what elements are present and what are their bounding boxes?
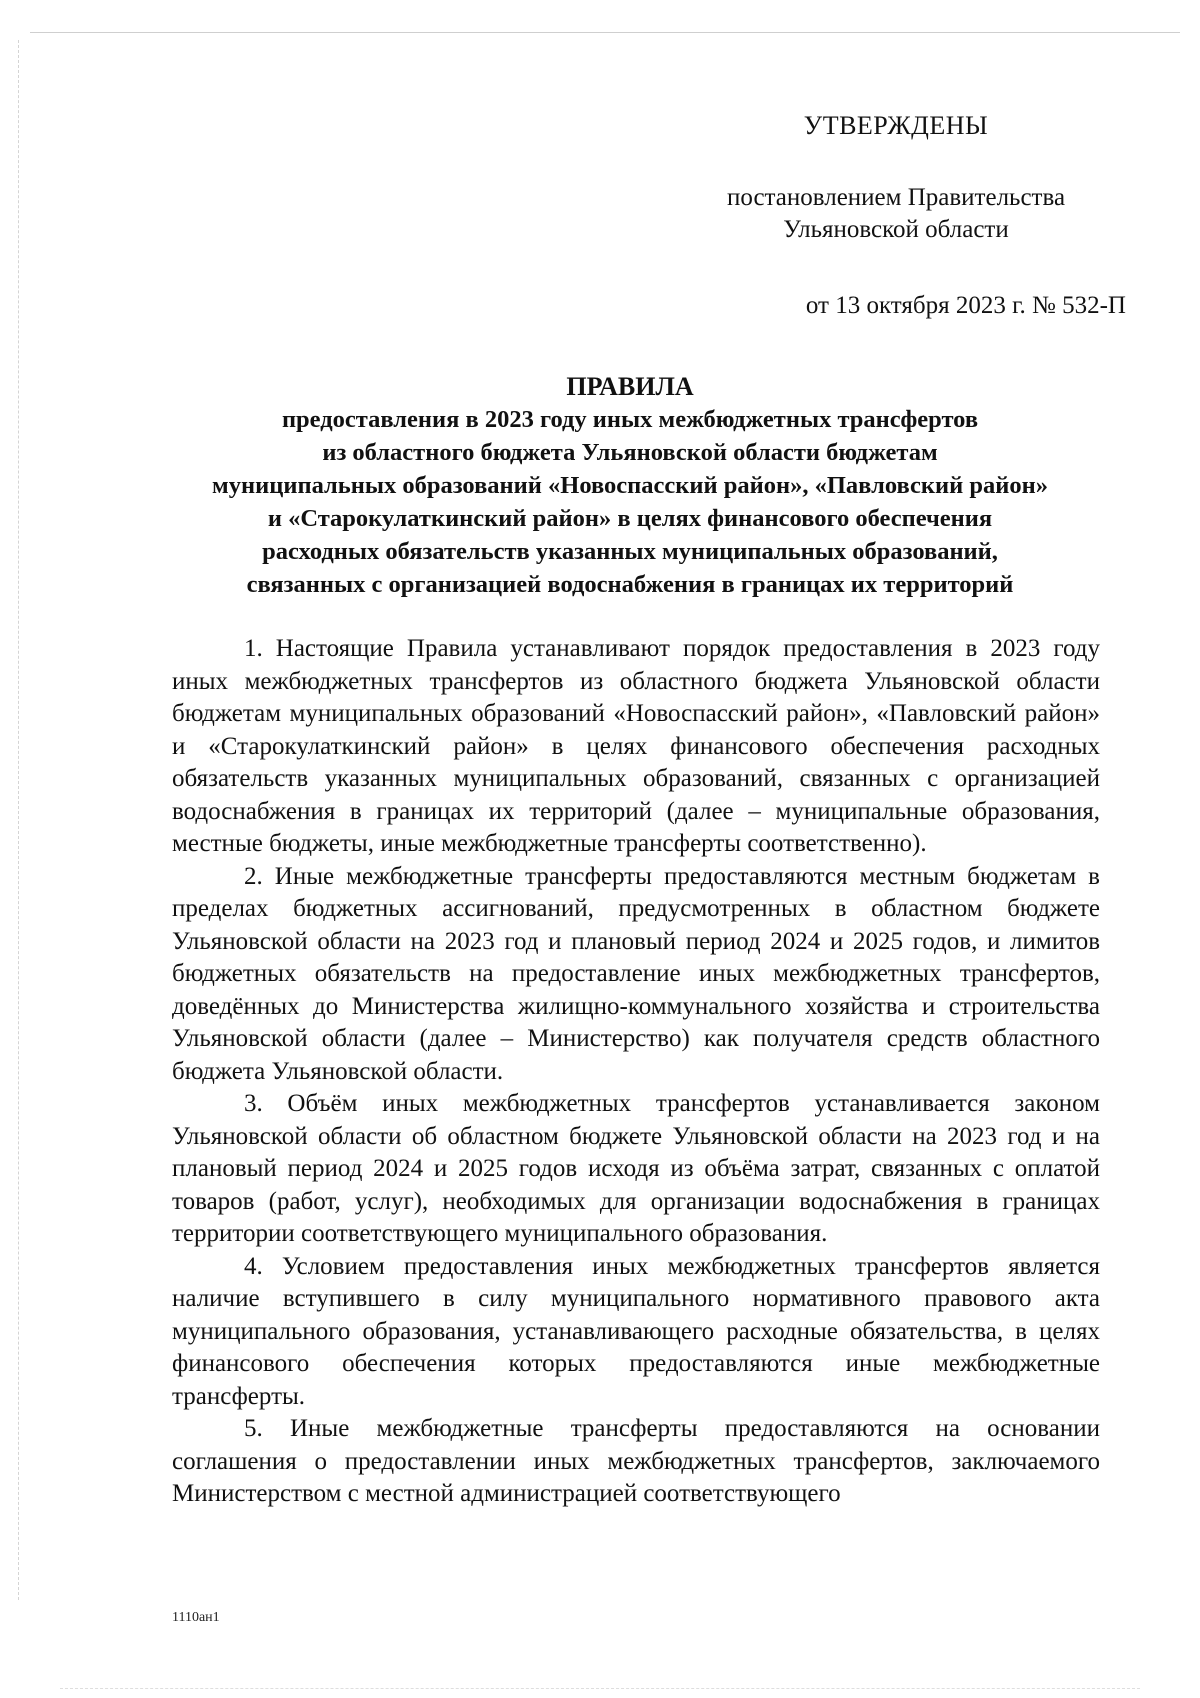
document-body — [172, 633, 1100, 1511]
approval-line-1: постановлением Правительства — [726, 184, 1066, 211]
subtitle-line-3: муниципальных образований «Новоспасский район», «Павловский район» — [212, 472, 1048, 499]
approval-date: от 13 октября 2023 г. № 532-П — [805, 292, 1126, 319]
subtitle-line-4: и «Старокулаткинский район» в целях финансового обеспечения — [267, 505, 993, 532]
paragraph-3: 3. Объём иных межбюджетных трансфертов устанавливается законом Ульяновской области об областном бюджете Ульяновской области на 2023 год и на плановый период 2024 и 2025 годов исходя из объёма затрат, связанных с оплатой товаров (работ, услуг), необходимых для организации водоснабжения в границах территории соответствующего муниципального образования. — [172, 1090, 1100, 1247]
scan-border-bottom — [60, 1688, 1140, 1689]
subtitle-line-2: из областного бюджета Ульяновской области бюджетам — [322, 439, 938, 466]
footer-document-code: 1110ан1 — [172, 1610, 220, 1625]
approved-heading: УТВЕРЖДЕНЫ — [803, 111, 989, 140]
approval-stamp — [666, 110, 1126, 322]
scan-border-top — [30, 32, 1180, 33]
paragraph-2: 2. Иные межбюджетные трансферты предоставляются местным бюджетам в пределах бюджетных ассигнований, предусмотренных в областном бюджете Ульяновской области на 2023 год и плановый период 2024 и 2025 годов, и лимитов бюджетных обязательств на предоставление иных межбюджетных трансфертов, доведённых до Министерства жилищно-коммунального хозяйства и строительства Ульяновской области (далее – Министерство) как получателя средств областного бюджета Ульяновской области. — [172, 862, 1100, 1085]
subtitle-line-5: расходных обязательств указанных муниципальных образований, — [262, 538, 998, 565]
paragraph-4: 4. Условием предоставления иных межбюджетных трансфертов является наличие вступившего в силу муниципального нормативного правового акта муниципального образования, устанавливающего расходные обязательства, в целях финансового обеспечения которых предоставляются иные межбюджетные трансферты. — [172, 1252, 1100, 1410]
subtitle-line-1: предоставления в 2023 году иных межбюджетных трансфертов — [281, 406, 979, 433]
document-title-block — [160, 370, 1100, 601]
paragraph-1: 1. Настоящие Правила устанавливают порядок предоставления в 2023 году иных межбюджетных трансфертов из областного бюджета Ульяновской области бюджетам муниципальных образований «Новоспасский район», «Павловский район» и «Старокулаткинский район» в целях финансового обеспечения расходных обязательств указанных муниципальных образований, связанных с организацией водоснабжения в границах их территорий (далее – муниципальные образования, местные бюджеты, иные межбюджетные трансферты соответственно). — [172, 635, 1100, 857]
scan-border-left — [18, 40, 19, 1600]
approval-line-2: Ульяновской области — [783, 216, 1009, 243]
document-title: ПРАВИЛА — [566, 372, 694, 401]
subtitle-line-6: связанных с организацией водоснабжения в границах их территорий — [246, 571, 1014, 598]
paragraph-5: 5. Иные межбюджетные трансферты предоставляются на основании соглашения о предоставлении иных межбюджетных трансфертов, заключаемого Министерством с местной администрацией соответствующего — [172, 1415, 1100, 1507]
